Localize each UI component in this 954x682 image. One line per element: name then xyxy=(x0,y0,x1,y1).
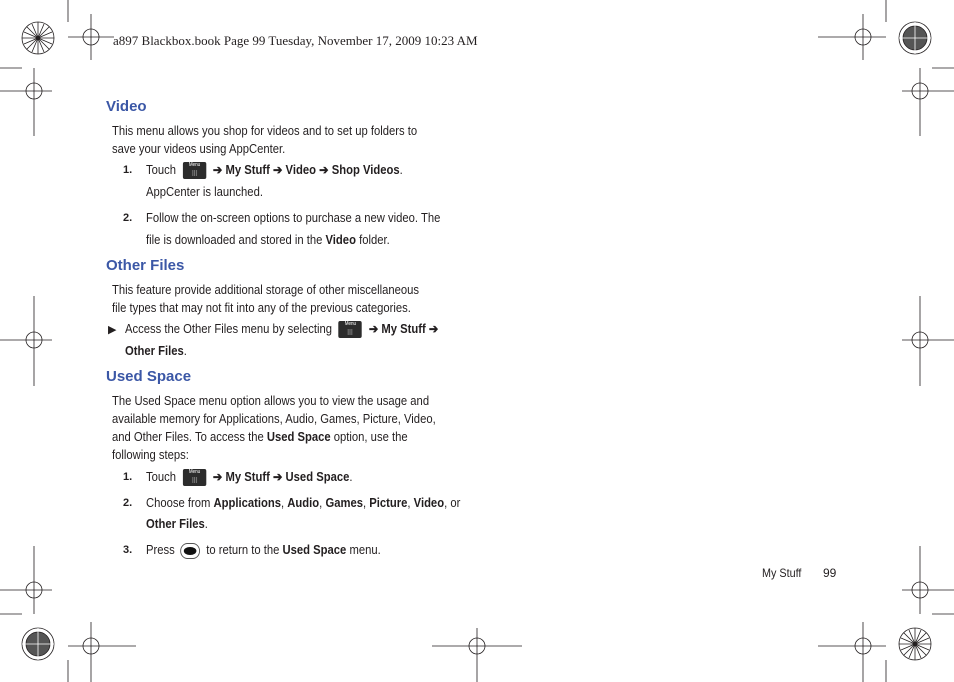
video-intro: This menu allows you shop for videos and to set up folders to save your videos using AppCenter. xyxy=(112,124,418,156)
arrow-icon: ➔ xyxy=(272,163,283,177)
separator: , xyxy=(407,496,414,510)
path-video: Video xyxy=(285,163,316,177)
video-step2-line2 xyxy=(146,231,390,249)
page-number: 99 xyxy=(823,566,837,580)
footer-section-title: My Stuff xyxy=(762,566,802,580)
bullet-arrow-icon: ▶ xyxy=(108,324,117,336)
other-files-bullet-line2 xyxy=(125,342,187,360)
heading-other-files: Other Files xyxy=(106,257,185,274)
used-space-intro-line2: available memory for Applications, Audio, Games, Picture, Video, xyxy=(112,412,436,426)
option-other-files: Other Files xyxy=(146,517,205,531)
arrow-icon: ➔ xyxy=(212,470,223,484)
option-games: Games xyxy=(325,496,363,510)
intro-text: option, use the xyxy=(330,430,408,444)
period: . xyxy=(183,344,187,358)
step2-end: folder. xyxy=(355,233,390,247)
starburst-bottom-left xyxy=(22,628,54,660)
starburst-top-left xyxy=(22,22,54,54)
or-text: , or xyxy=(444,496,461,510)
option-picture: Picture xyxy=(369,496,408,510)
period: . xyxy=(204,517,208,531)
press-label: Press xyxy=(146,543,175,557)
menu-key-label: Menu xyxy=(344,321,357,328)
bullet-text: Access the Other Files menu by selecting xyxy=(125,322,332,336)
heading-used-space: Used Space xyxy=(106,368,192,385)
used-space-intro-line4: following steps: xyxy=(112,448,189,462)
starburst-top-right xyxy=(899,22,931,54)
option-video: Video xyxy=(413,496,445,510)
path-my-stuff: My Stuff xyxy=(381,322,426,336)
option-applications: Applications xyxy=(213,496,282,510)
path-other-files: Other Files xyxy=(125,344,184,358)
print-header: a897 Blackbox.book Page 99 Tuesday, November 17, 2009 10:23 AM xyxy=(113,33,478,48)
path-my-stuff: My Stuff xyxy=(225,470,270,484)
used-space-step1-number: 1. xyxy=(123,471,133,483)
heading-video: Video xyxy=(106,98,147,115)
used-space-step3-number: 3. xyxy=(123,544,133,556)
touch-label: Touch xyxy=(146,163,177,177)
separator: , xyxy=(319,496,326,510)
step2-text: file is downloaded and stored in the xyxy=(146,233,326,247)
arrow-icon: ➔ xyxy=(428,322,439,336)
used-space-label: Used Space xyxy=(266,430,331,444)
path-shop-videos: Shop Videos xyxy=(331,163,400,177)
menu-key-icon xyxy=(183,162,206,179)
used-space-step2-number: 2. xyxy=(123,497,133,509)
path-used-space: Used Space xyxy=(285,470,350,484)
period: . xyxy=(349,470,353,484)
other-files-bullet xyxy=(125,320,438,338)
used-space-label: Used Space xyxy=(282,543,347,557)
path-my-stuff: My Stuff xyxy=(225,163,270,177)
menu-key-icon xyxy=(339,321,362,338)
used-space-intro-line1: The Used Space menu option allows you to view the usage and xyxy=(112,394,430,408)
back-key-icon xyxy=(181,543,201,559)
video-step1-number: 1. xyxy=(123,164,133,176)
arrow-icon: ➔ xyxy=(272,470,283,484)
step-text: Choose from xyxy=(146,496,214,510)
used-space-step3 xyxy=(146,541,381,559)
touch-label: Touch xyxy=(146,470,177,484)
period: . xyxy=(399,163,403,177)
used-space-intro-line3 xyxy=(112,428,408,446)
video-step1-result: AppCenter is launched. xyxy=(146,185,263,199)
video-step2-number: 2. xyxy=(123,212,133,224)
other-files-intro: This feature provide additional storage of other miscellaneous file types that may not fit into any of the previous categories. xyxy=(112,283,420,315)
menu-key-label: Menu xyxy=(188,162,201,169)
separator: , xyxy=(362,496,370,510)
menu-key-label: Menu xyxy=(188,469,201,476)
arrow-icon: ➔ xyxy=(368,322,379,336)
used-space-step1 xyxy=(146,468,352,486)
video-step1 xyxy=(146,161,403,179)
arrow-icon: ➔ xyxy=(319,163,329,177)
option-audio: Audio xyxy=(287,496,320,510)
video-folder-label: Video xyxy=(325,233,356,247)
step-text: to return to the xyxy=(206,543,283,557)
used-space-step2-line1 xyxy=(146,494,460,512)
used-space-step2-line2 xyxy=(146,515,208,533)
arrow-icon: ➔ xyxy=(212,163,223,177)
video-step2-line1: Follow the on-screen options to purchase a new video. The xyxy=(146,211,441,225)
step-text: menu. xyxy=(346,543,381,557)
starburst-bottom-right xyxy=(899,628,931,660)
menu-key-icon xyxy=(183,469,206,486)
separator: , xyxy=(281,496,288,510)
intro-text: and Other Files. To access the xyxy=(112,430,267,444)
